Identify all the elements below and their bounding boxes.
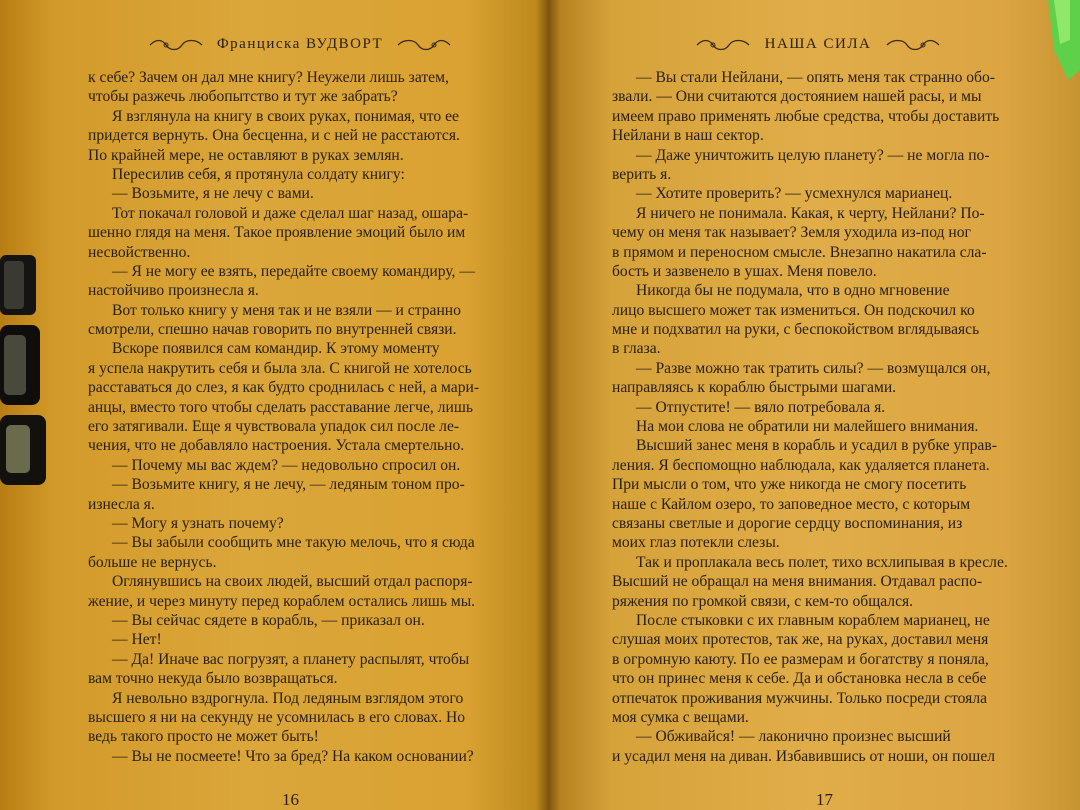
- text-line: чему он меня так называет? Земля уходила из-под ног: [612, 224, 971, 242]
- text-line: Оглянувшись на своих людей, высший отдал распоря-: [112, 573, 473, 591]
- text-line: ления. Я беспомощно наблюдала, как удаляется планета.: [612, 456, 990, 474]
- right-running-head-text: НАША СИЛА: [764, 36, 872, 52]
- flourish-left-icon: [148, 38, 204, 52]
- text-line: несвойственно.: [88, 243, 191, 261]
- text-line: отпечаток проживания мужчины. Только посреди стояла: [612, 689, 988, 707]
- text-line: смотрели, спешно начав говорить по внутренней связи.: [88, 321, 457, 339]
- right-page: [548, 0, 1080, 810]
- text-line: в прямом и переносном смысле. Внезапно накатила сла-: [612, 243, 987, 261]
- left-running-head: [90, 36, 510, 53]
- text-line: имеем право применять любые средства, чтобы доставить: [612, 107, 1000, 125]
- text-line: его затягивали. Еще я чувствовала упадок сил после ле-: [88, 418, 460, 436]
- text-line: анцы, вместо того чтобы сделать расставание легче, лишь: [88, 398, 473, 416]
- text-line: придется вернуть. Она бесценна, и с ней не расстаются.: [88, 127, 460, 145]
- text-line: моих глаз потекли слезы.: [612, 534, 780, 552]
- text-line: больше не вернусь.: [88, 553, 217, 571]
- text-line: — Вы забыли сообщить мне такую мелочь, что я сюда: [112, 534, 475, 552]
- flourish-left-icon: [695, 38, 751, 52]
- text-line: направляясь к кораблю быстрыми шагами.: [612, 379, 897, 397]
- flourish-right-icon: [885, 38, 941, 52]
- text-line: Так и проплакала весь полет, тихо всхлипывая в кресле.: [636, 553, 1008, 571]
- flourish-right-icon: [396, 38, 452, 52]
- text-line: При мысли о том, что уже никогда не смогу посетить: [612, 476, 967, 494]
- text-line: — Даже уничтожить целую планету? — не могла по-: [636, 146, 990, 164]
- text-line: — Обживайся! — лаконично произнес высший: [636, 728, 951, 746]
- text-line: что он принес меня к себе. Да и обстановка несла в себе: [612, 670, 987, 688]
- text-line: По крайней мере, не оставляют в руках землян.: [88, 146, 404, 164]
- text-line: — Могу я узнать почему?: [112, 514, 284, 532]
- text-line: изнесла я.: [88, 495, 155, 513]
- text-line: лицо высшего может так измениться. Он подскочил ко: [612, 301, 975, 319]
- text-line: связаны светлые и дорогие сердцу воспоминания, из: [612, 514, 963, 532]
- text-line: я успела накрутить себя и была зла. С книгой не хотелось: [88, 359, 472, 377]
- text-line: бость и зазвенело в ушах. Меня повело.: [612, 262, 877, 280]
- text-line: расставаться до слез, я как будто сроднилась с ней, а мари-: [88, 379, 480, 397]
- text-line: После стыковки с их главным кораблем марианец, не: [636, 611, 990, 629]
- text-line: ряжения по громкой связи, с кем-то общался.: [612, 592, 914, 610]
- text-line: чтобы разжечь любопытство и тут же забрать?: [88, 88, 398, 106]
- text-line: в огромную каюту. По ее размерам и богатству я поняла,: [612, 650, 989, 668]
- text-line: мне и подхватил на руки, с беспокойством вглядываясь: [612, 321, 980, 339]
- right-running-head: [608, 36, 1028, 53]
- text-line: шенно глядя на меня. Такое проявление эмоций было им: [88, 224, 466, 242]
- text-line: — Возьмите, я не лечу с вами.: [112, 185, 314, 203]
- text-line: чения, что не добавляло настроения. Устала смертельно.: [88, 437, 465, 455]
- text-line: ведь такого просто не может быть!: [88, 728, 319, 746]
- text-line: высшего я ни на секунду не усомнилась в его словах. Но: [88, 708, 466, 726]
- text-line: вам точно некуда было возвращаться.: [88, 670, 338, 688]
- text-line: Высший занес меня в корабль и усадил в рубке управ-: [636, 437, 997, 455]
- right-page-number: 17: [816, 790, 833, 809]
- text-line: Я ничего не понимала. Какая, к черту, Нейлани? По-: [636, 204, 985, 222]
- text-line: к себе? Зачем он дал мне книгу? Неужели лишь затем,: [88, 69, 449, 86]
- text-line: в глаза.: [612, 340, 661, 358]
- text-line: — Я не могу ее взять, передайте своему командиру, —: [112, 262, 475, 280]
- text-line: Нейлани в наш сектор.: [612, 127, 764, 145]
- text-line: звали. — Они считаются достоянием нашей расы, и мы: [612, 88, 982, 106]
- text-line: На мои слова не обратили ни малейшего внимания.: [636, 418, 979, 436]
- text-line: Я невольно вздрогнула. Под ледяным взглядом этого: [112, 689, 464, 707]
- text-line: — Вы не посмеете! Что за бред? На каком основании?: [112, 747, 474, 765]
- text-line: слушая моих протестов, так же, на руках, доставил меня: [612, 631, 989, 649]
- text-line: и усадил меня на диван. Избавившись от ноши, он пошел: [612, 747, 996, 765]
- text-line: — Почему мы вас ждем? — недовольно спросил он.: [112, 456, 461, 474]
- text-line: — Возьмите книгу, я не лечу, — ледяным тоном про-: [112, 476, 465, 494]
- text-line: Вскоре появился сам командир. К этому моменту: [112, 340, 440, 358]
- left-page-number: 16: [282, 790, 299, 809]
- text-line: наше с Кайлом озеро, то заповедное место, с которым: [612, 495, 971, 513]
- text-line: — Вы стали Нейлани, — опять меня так странно обо-: [636, 69, 995, 86]
- text-line: Пересилив себя, я протянула солдату книгу:: [112, 165, 405, 183]
- book-gutter: [536, 0, 560, 810]
- text-line: — Да! Иначе вас погрузят, а планету распылят, чтобы: [112, 650, 470, 668]
- text-line: верить я.: [612, 165, 672, 183]
- text-line: — Разве можно так тратить силы? — возмущался он,: [636, 359, 991, 377]
- text-line: жение, и через минуту перед кораблем остались лишь мы.: [88, 592, 476, 610]
- text-line: — Нет!: [112, 631, 162, 649]
- left-running-head-text: Франциска ВУДВОРТ: [216, 36, 384, 52]
- left-body-text: [88, 68, 504, 766]
- text-line: Вот только книгу у меня так и не взяли — и странно: [112, 301, 461, 319]
- highlighter-icon: [1040, 0, 1080, 80]
- text-line: Я взглянула на книгу в своих руках, понимая, что ее: [112, 107, 459, 125]
- right-body-text: [612, 68, 1028, 766]
- text-line: Никогда бы не подумала, что в одно мгновение: [636, 282, 950, 300]
- text-line: моя сумка с вещами.: [612, 708, 749, 726]
- text-line: настойчиво произнесла я.: [88, 282, 259, 300]
- text-line: Высший не обращал на меня внимания. Отдавал распо-: [612, 573, 983, 591]
- text-line: — Вы сейчас сядете в корабль, — приказал он.: [112, 611, 425, 629]
- text-line: — Хотите проверить? — усмехнулся марианец.: [636, 185, 953, 203]
- text-line: Тот покачал головой и даже сделал шаг назад, ошара-: [112, 204, 469, 222]
- binder-clip-icon: [0, 255, 48, 485]
- text-line: — Отпустите! — вяло потребовала я.: [636, 398, 886, 416]
